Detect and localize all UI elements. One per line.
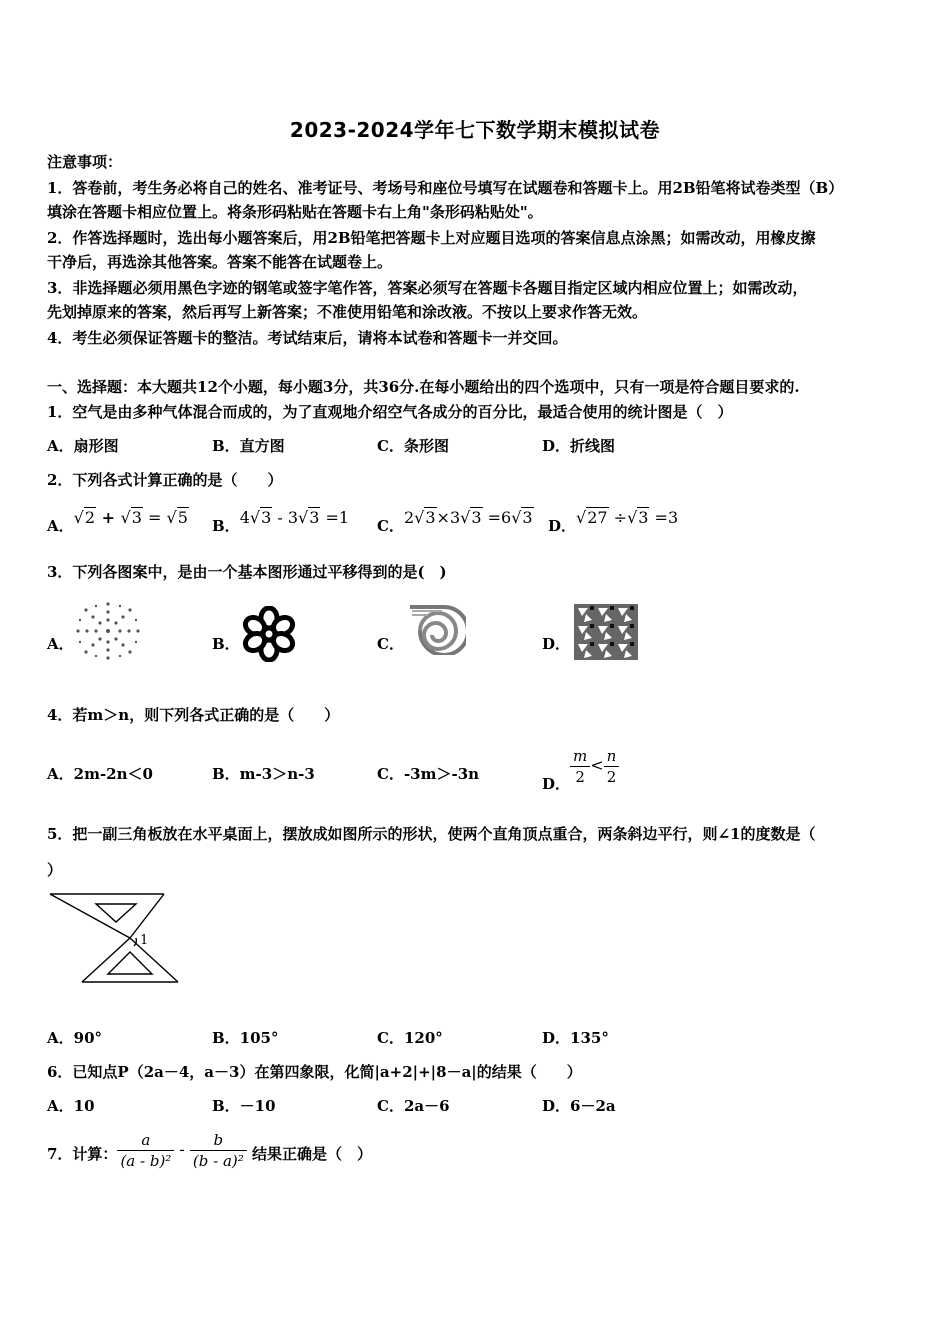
q3-option-c-label[interactable]: C． [377,635,404,653]
question-3-stem: 3．下列各图案中，是由一个基本图形通过平移得到的是( ) [47,563,447,581]
q1-option-a[interactable]: A．扇形图 [47,437,119,455]
notice-line: 4．考生必须保证答题卡的整洁。考试结束后，请将本试卷和答题卡一并交回。 [47,329,568,347]
q5-option-b[interactable]: B．105° [212,1029,279,1047]
question-7-stem: 7．计算： $\frac{a}{\text{(a - b)²}}$ - $\frac{b}{\text{(b - a)²}}$ 结果正确是（ ） [47,1131,372,1170]
tiled-pattern-figure [574,604,638,660]
question-5-stem: 5．把一副三角板放在水平桌面上，摆放成如图所示的形状，使两个直角顶点重合，两条斜边平行，则∠1的度数是（ [47,825,816,843]
question-5-stem-end: ） [47,861,63,879]
triangle-plates-figure [46,888,186,988]
q4-option-d[interactable]: D． $\frac{m}{2}$ < $\frac{n}{2}$ [542,746,619,787]
q4-option-b[interactable]: B．m-3＞n-3 [212,765,315,783]
q1-option-d[interactable]: D．折线图 [542,437,616,455]
q2-option-b[interactable]: B．4√3 - 3√3 =1 [212,508,350,535]
q2-option-d[interactable]: D．√27 ÷√3 =3 [548,508,679,535]
section-heading: 一、选择题：本大题共12个小题，每小题3分，共36分.在每小题给出的四个选项中，只有一项是符合题目要求的. [47,378,800,396]
q6-option-a[interactable]: A．10 [47,1097,95,1115]
notice-heading: 注意事项： [47,153,123,171]
notice-line: 3．非选择题必须用黑色字迹的钢笔或签字笔作答，答案必须写在答题卡各题目指定区域内相应位置上；如需改动， [47,279,808,297]
fraction: $\frac{m}{2}$ [570,746,590,787]
starburst-pattern-figure [74,600,142,662]
q2-option-a[interactable]: A．√2 + √3 = √5 [47,508,188,535]
notice-line: 干净后，再选涂其他答案。答案不能答在试题卷上。 [47,253,393,271]
q3-option-d-label[interactable]: D． [542,635,571,653]
notice-line: 2．作答选择题时，选出每小题答案后，用2B铅笔把答题卡上对应题目选项的答案信息点涂黑；如需改动，用橡皮擦 [47,229,816,247]
question-6-stem: 6．已知点P（2a－4，a－3）在第四象限，化简|a+2|+|8－a|的结果（ ） [47,1063,582,1081]
fraction: $\frac{a}{\text{(a - b)²}}$ [117,1130,174,1171]
notice-line: 1．答卷前，考生务必将自己的姓名、准考证号、考场号和座位号填写在试题卷和答题卡上。用2B铅笔将试卷类型（B） [47,179,844,197]
notice-line: 填涂在答题卡相应位置上。将条形码粘贴在答题卡右上角"条形码粘贴处"。 [47,203,543,221]
q5-option-d[interactable]: D．135° [542,1029,609,1047]
q5-option-a[interactable]: A．90° [47,1029,103,1047]
question-4-stem: 4．若m＞n，则下列各式正确的是（ ） [47,706,340,724]
q6-option-b[interactable]: B．－10 [212,1097,276,1115]
q1-option-c[interactable]: C．条形图 [377,437,449,455]
q6-option-d[interactable]: D．6－2a [542,1097,616,1115]
question-2-stem: 2．下列各式计算正确的是（ ） [47,471,283,489]
spiral-figure [408,603,466,655]
q4-option-a[interactable]: A．2m-2n＜0 [47,765,153,783]
fraction: $\frac{n}{2}$ [604,746,620,787]
question-1-stem: 1．空气是由多种气体混合而成的，为了直观地介绍空气各成分的百分比，最适合使用的统计图是（ ） [47,403,733,421]
q1-option-b[interactable]: B．直方图 [212,437,285,455]
page-title: 2023-2024学年七下数学期末模拟试卷 [289,118,661,142]
angle-label: 1 [140,933,149,948]
q2-option-c[interactable]: C．2√3×3√3 =6√3 [377,508,533,535]
q4-option-c[interactable]: C．-3m＞-3n [377,765,480,783]
fraction: $\frac{b}{\text{(b - a)²}}$ [190,1130,247,1171]
notice-line: 先划掉原来的答案，然后再写上新答案；不准使用铅笔和涂改液。不按以上要求作答无效。 [47,303,648,321]
q6-option-c[interactable]: C．2a－6 [377,1097,450,1115]
q3-option-b-label[interactable]: B． [212,635,240,653]
hexagon-flower-figure [240,606,298,662]
q5-option-c[interactable]: C．120° [377,1029,443,1047]
q3-option-a-label[interactable]: A． [47,635,74,653]
